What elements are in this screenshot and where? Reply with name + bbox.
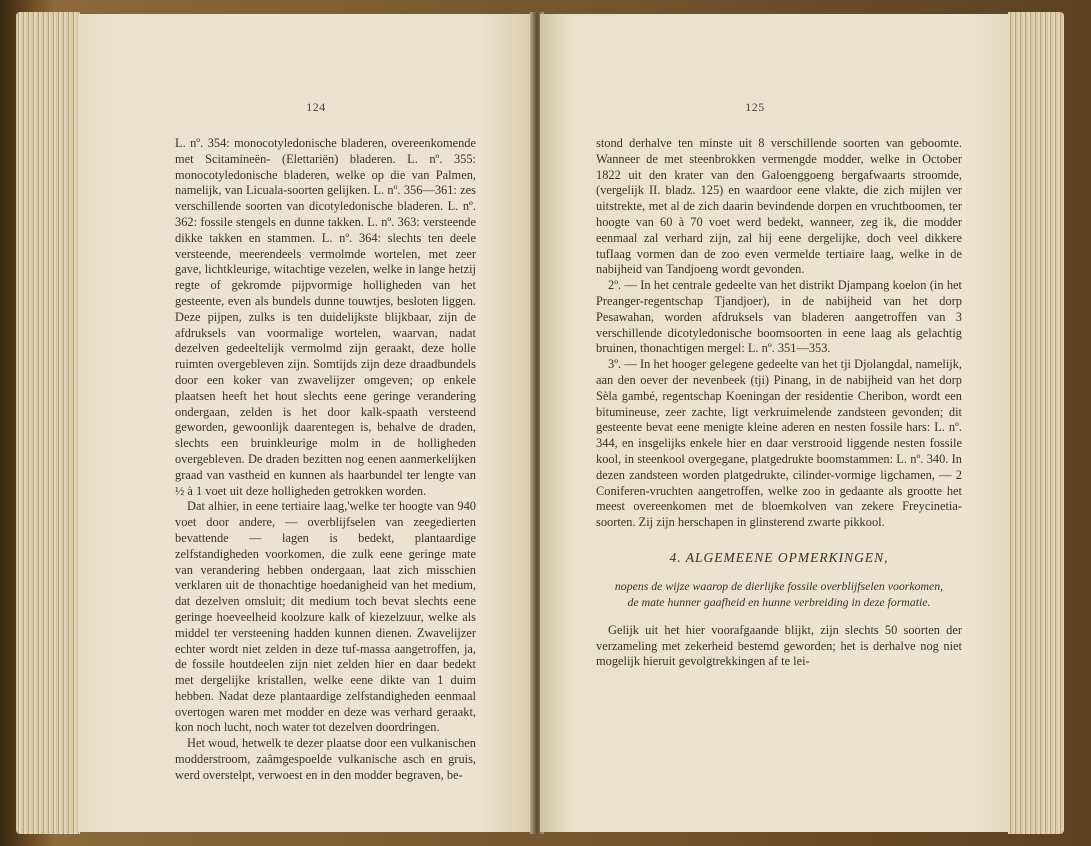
right-page: [540, 14, 1010, 832]
paragraph: Gelijk uit het hier voorafgaande blijkt, zijn slechts 50 soorten der verzameling met zekerheid bestemd geworden; het is derhalve nog niet mogelijk hieruit gevolgtrekkingen af te lei-: [596, 622, 962, 669]
paragraph: Dat alhier, in eene tertiaire laag,'welke ter hoogte van 940 voet door andere, — overblijfselen van zeegedierten bevattende — lagen is bedekt, plantaardige zelfstandigheden voorkomen, die zulk eene geringe mate van verandering hebben ondergaan, laat zich misschien verklaren uit de thonachtige hoedanigheid van het medium, dat dezelven omsluit; dit medium toch bevat slechts eene geringe hoeveelheid koolzure kalk of kiezelzuur, welke als middel ter versteening hadden kunnen dienen. Zwavelijzer echter wordt niet zelden in deze tuf-massa aangetroffen, ja, de fossile houtdeelen zijn niet zelden hier en daar bedekt met dergelijke kristallen, welke eene dikte van 1 duim hebben. Nadat deze plantaardige zelfstandigheden eenmaal overtogen waren met modder en deze was verhard geraakt, kon noch lucht, noch water tot dezelven doordringen.: [175, 499, 476, 735]
paragraph: L. nº. 354: monocotyledonische bladeren, overeenkomende met Scitamineën- (Elettariën) bladeren. L. nº. 355: monocotyledonische bladeren, welke op die van Palmen, namelijk, van Licuala-soorten gelijken. L. nº. 356—361: zes verschillende soorten van dicotyledonische bladeren. L. nº. 362: fossile stengels en dunne takken. L. nº. 363: versteende dikke takken en stammen. L. nº. 364: slechts ten deele versteende, meerendeels vermolmde wortelen, met zeer gave, lichtkleurige, witachtige vezelen, welke in lange hetzij regte of gekromde pijpvormige holligheden van het gesteente, even als bundels dunne touwtjes, besloten liggen. Deze pijpen, zulks is ten duidelijkste blijkbaar, zijn de afdruksels van voormalige wortelen, waarvan, nadat dezelven gedeeltelijk vermolmd zijn geraakt, deze holle ruimten overgebleven zijn. Somtijds zijn deze draadbundels door een koker van zwavelijzer omgeven; op enkele plaatsen heeft het hout slechts eene geringe verandering ondergaan, zelden is het door kalk-spaath versteend geworden, gewoonlijk daarentegen is, behalve de draden, slechts een bruinkleurige molm in de holligheden overgebleven. De draden bezitten nog eenen aanmerkelijken graad van vastheid en kunnen als haarbundel ter lengte van ½ à 1 voet uit deze holligheden getrokken worden.: [175, 136, 476, 498]
right-page-text: [596, 136, 962, 670]
paragraph: 2º. — In het centrale gedeelte van het distrikt Djampang koelon (in het Preanger-regentschap Tjandjoer), in de nabijheid van het dorp Pesawahan, worden afdruksels van bladeren aangetroffen van 3 verschillende dicotyledonische boomsoorten in eene laag als gelachtig bruinen, thonachtigen mergel: L. nº. 351—353.: [596, 278, 962, 356]
paragraph: 3º. — In het hooger gelegene gedeelte van het tji Djolangdal, namelijk, aan den oever der nevenbeek (tji) Pinang, in de nabijheid van het dorp Sèla gambé, regentschap Koeningan der residentie Cheribon, wordt een bitumineuse, zeer zachte, ligt verkruimelende zandsteen gevonden; dit gesteente bevat eene menigte kleine aderen en nesten fossile hars: L. nº. 344, en insgelijks enkele hier en daar verstrooid liggende nesten fossile kool, in steenkool overgegane, platgedrukte boomstammen: L. nº. 340. In dezen zandsteen worden platgedrukte, cilinder-vormige ligchamen, — 2 Coniferen-vruchten aangetroffen, welke zoo in gedaante als grootte het meest overeenkomen met de bloemkolven van zekere Freycinetia-soorten. Zij zijn herschapen in glinsterend zwarte pikkool.: [596, 357, 962, 530]
paragraph: stond derhalve ten minste uit 8 verschillende soorten van geboomte. Wanneer de met steenbrokken vermengde modder, welke in October 1822 uit den krater van den Galoenggoeng bergafwaarts stroomde, (vergelijk II. bladz. 125) en waardoor eene vlakte, die zich mijlen ver uitstrekte, met al de zich daarin bevindende dorpen en vruchtboomen, ter hoogte van 60 à 70 voet werd bedekt, wanneer, zeg ik, die modder eenmaal zal verhard zijn, zal hij eene dergelijke, doch veel dikkere tufIaag vormen dan de zoo even vermelde tertiaire laag, welke in de nabijheid van Tandjoeng wordt gevonden.: [596, 136, 962, 277]
paragraph: Het woud, hetwelk te dezer plaatse door een vulkanischen modderstroom, zaâmgespoelde vulkanische asch en gruis, werd overstelpt, verwoest en in den modder begraven, be-: [175, 736, 476, 782]
left-page-text: [175, 136, 476, 784]
section-subtitle: [596, 578, 962, 610]
left-page-edges: [16, 12, 80, 834]
right-page-edges: [1008, 12, 1064, 834]
section-subtitle-line: nopens de wijze waarop de dierlijke fossile overblijfselen voorkomen,: [614, 578, 944, 593]
page-number: 125: [745, 100, 765, 114]
left-page: [78, 14, 534, 832]
section-heading: 4. ALGEMEENE OPMERKINGEN,: [669, 549, 889, 565]
page-number: 124: [306, 100, 326, 114]
section-subtitle-line: de mate hunner gaafheid en hunne verbreiding in deze formatie.: [627, 594, 931, 609]
